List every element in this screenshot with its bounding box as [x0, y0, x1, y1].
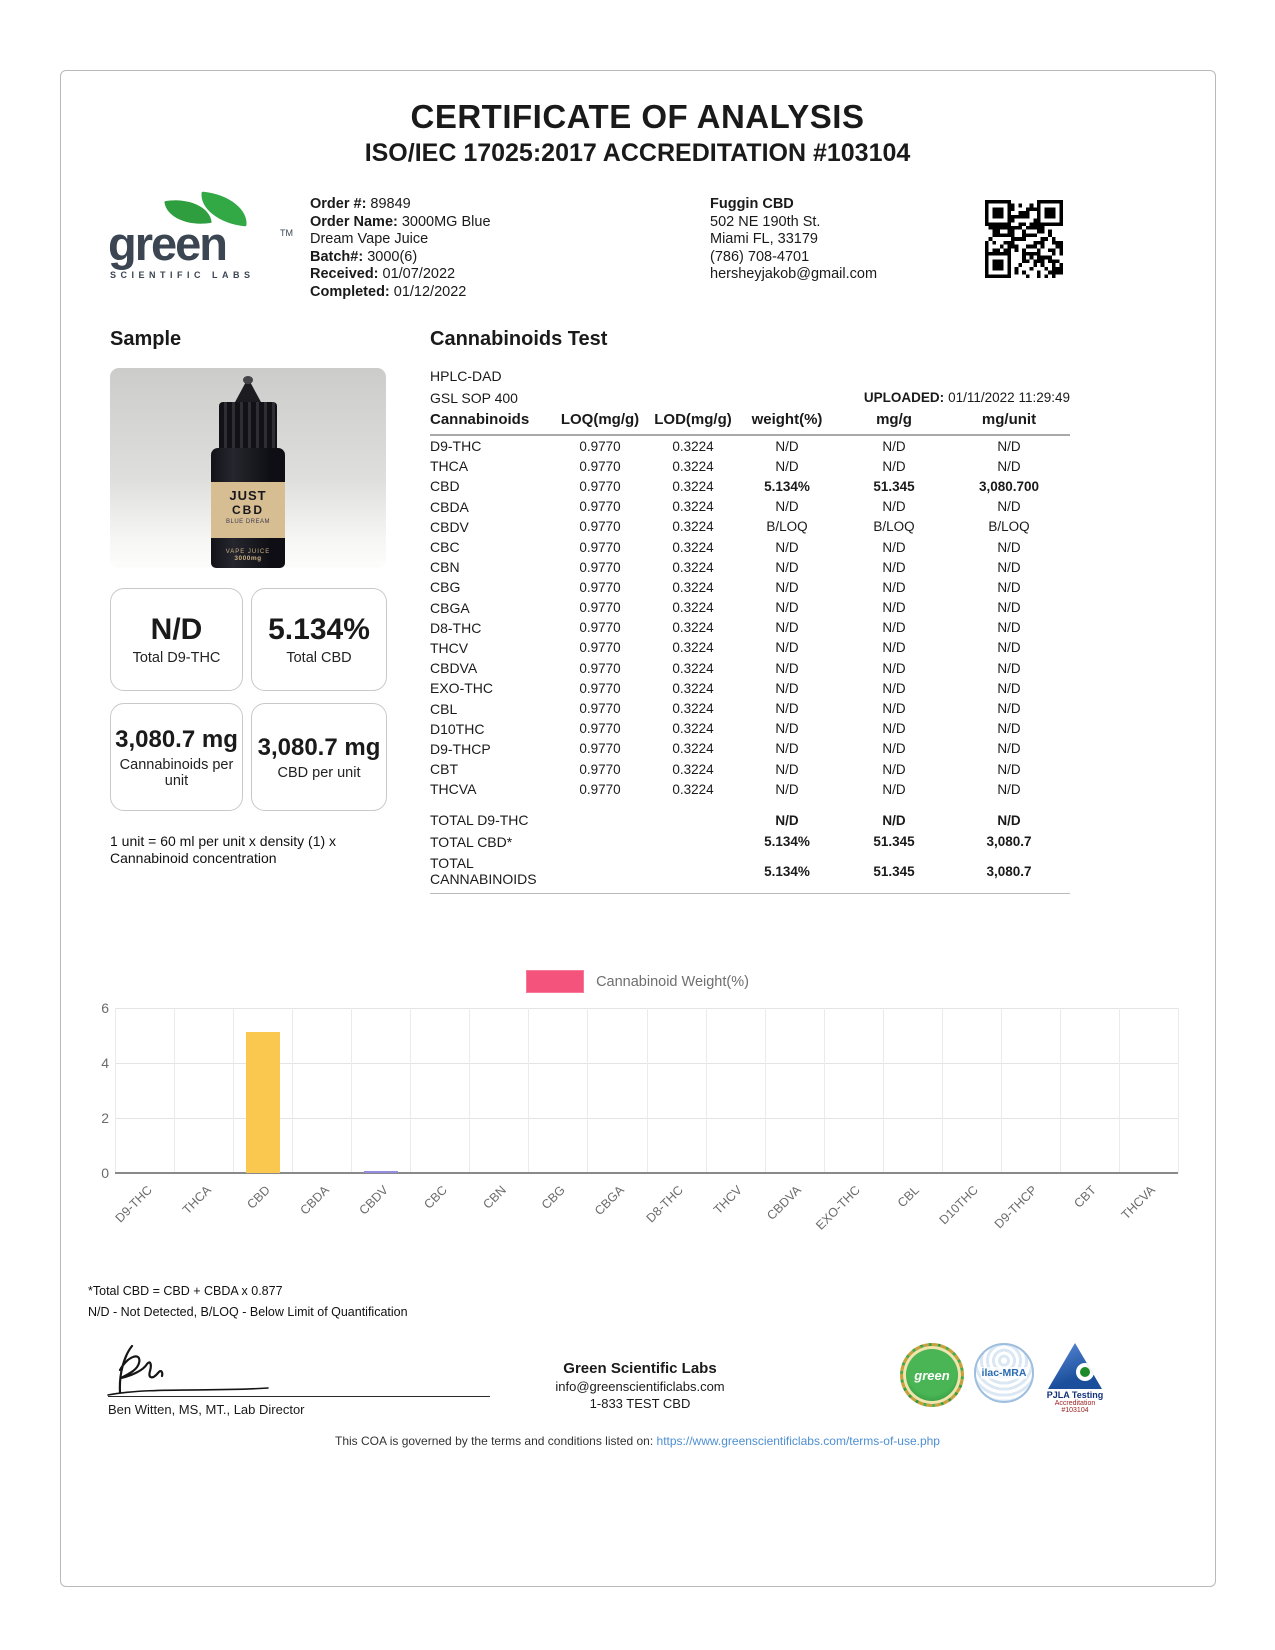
- client-email: hersheyjakob@gmail.com: [710, 266, 878, 282]
- table-row: [430, 638, 1070, 658]
- cell-lod: 0.3224: [672, 741, 714, 757]
- certificate-title: CERTIFICATE OF ANALYSIS: [410, 98, 865, 135]
- stat-label: Cannabinoids per unit: [119, 756, 234, 789]
- cell-weight: N/D: [775, 721, 799, 737]
- stat-value: 3,080.7 mg: [115, 725, 238, 753]
- x-axis-label: CBN: [480, 1183, 509, 1212]
- terms-text: This COA is governed by the terms and conditions listed on:: [335, 1434, 654, 1448]
- total-row: [430, 853, 1070, 894]
- batch-value: 3000(6): [367, 248, 418, 265]
- accreditation-badges: [900, 1343, 1130, 1414]
- total-value: 5.134%: [734, 853, 840, 894]
- cell-weight: N/D: [775, 559, 799, 575]
- gridline-vertical: [824, 1008, 825, 1173]
- cell-name: CBD: [430, 478, 460, 495]
- footnote-total-cbd: *Total CBD = CBD + CBDA x 0.877: [88, 1284, 283, 1298]
- cannabinoid-weight-chart: [85, 962, 1190, 1262]
- cell-name: CBDV: [430, 518, 469, 535]
- vape-bottle-image: [205, 378, 291, 568]
- seal-label: green: [914, 1367, 950, 1383]
- cell-weight: N/D: [775, 660, 799, 676]
- client-name: Fuggin CBD: [710, 196, 794, 212]
- x-axis-label: D10THC: [936, 1183, 982, 1228]
- table-row: [430, 739, 1070, 759]
- cell-loq: 0.9770: [579, 721, 621, 737]
- total-value: N/D: [997, 812, 1021, 828]
- gridline-vertical: [1001, 1008, 1002, 1173]
- y-axis-tick-label: 6: [101, 1000, 109, 1016]
- cell-mgunit: N/D: [997, 620, 1021, 636]
- uploaded-timestamp: [640, 390, 1070, 405]
- cell-weight: N/D: [775, 781, 799, 797]
- total-value: 3,080.7: [986, 834, 1032, 850]
- cell-lod: 0.3224: [672, 640, 714, 656]
- total-value: [548, 831, 652, 853]
- received-line: [310, 266, 515, 284]
- gridline-vertical: [233, 1008, 234, 1173]
- total-value: [652, 831, 734, 853]
- cell-mgg: N/D: [882, 761, 906, 777]
- table-row: [430, 658, 1070, 678]
- table-row: [430, 598, 1070, 618]
- client-info-block: [710, 196, 970, 284]
- batch-line: [310, 249, 515, 267]
- signature-image: [100, 1340, 300, 1402]
- green-scientific-labs-logo: [108, 196, 298, 296]
- x-axis-label: THCVA: [1119, 1183, 1159, 1223]
- column-header: mg/g: [840, 408, 948, 435]
- total-value: N/D: [882, 812, 906, 828]
- cell-loq: 0.9770: [579, 741, 621, 757]
- cell-weight: N/D: [775, 438, 799, 454]
- accreditation-subtitle: ISO/IEC 17025:2017 ACCREDITATION #103104: [364, 139, 911, 167]
- cell-name: D9-THC: [430, 438, 482, 455]
- total-value: [652, 853, 734, 894]
- received-label: Received:: [310, 266, 379, 282]
- cell-name: THCA: [430, 458, 469, 475]
- x-axis-label: CBC: [421, 1183, 450, 1212]
- total-value: 51.345: [873, 834, 915, 850]
- table-row: [430, 435, 1070, 456]
- total-value: [652, 809, 734, 831]
- batch-label: Batch#:: [310, 248, 364, 265]
- table-row: [430, 476, 1070, 496]
- cell-name: CBG: [430, 579, 461, 596]
- pjla-badge-icon: [1044, 1343, 1106, 1414]
- cell-lod: 0.3224: [672, 478, 714, 494]
- stat-value: 3,080.7 mg: [257, 733, 381, 761]
- cell-weight: N/D: [775, 499, 799, 515]
- cell-lod: 0.3224: [672, 781, 714, 797]
- cell-weight: N/D: [775, 458, 799, 474]
- total-value: [548, 853, 652, 894]
- completed-value: 01/12/2022: [393, 283, 467, 300]
- cell-mgg: N/D: [882, 458, 906, 474]
- cell-lod: 0.3224: [672, 539, 714, 555]
- y-axis-tick-label: 0: [101, 1165, 109, 1181]
- logo-wordmark: green: [108, 217, 226, 270]
- y-axis-tick-label: 2: [101, 1110, 109, 1126]
- spacer-row: [430, 799, 1070, 809]
- order-number-line: [310, 196, 515, 214]
- cell-lod: 0.3224: [672, 680, 714, 696]
- bottle-label: [211, 482, 285, 538]
- table-row: [430, 618, 1070, 638]
- total-value: 3,080.7: [948, 853, 1070, 894]
- x-axis-label: CBL: [895, 1183, 923, 1211]
- cell-lod: 0.3224: [672, 579, 714, 595]
- cell-weight: N/D: [775, 741, 799, 757]
- gridline-vertical: [1119, 1008, 1120, 1173]
- table-row: [430, 497, 1070, 517]
- table-row: [430, 577, 1070, 597]
- cell-mgunit: N/D: [997, 438, 1021, 454]
- stat-cannabinoids-per-unit: [110, 703, 243, 811]
- table-row: [430, 759, 1070, 779]
- x-axis-label: THCA: [179, 1183, 214, 1217]
- cell-loq: 0.9770: [579, 458, 621, 474]
- cell-weight: N/D: [775, 701, 799, 717]
- cell-name: THCVA: [430, 781, 477, 798]
- qr-code: [985, 200, 1063, 278]
- trademark-symbol: TM: [280, 228, 293, 238]
- gridline-vertical: [647, 1008, 648, 1173]
- table-row: [430, 779, 1070, 799]
- bottle-brand-line2: CBD: [232, 503, 264, 517]
- stat-label: Total CBD: [286, 650, 352, 666]
- cell-loq: 0.9770: [579, 559, 621, 575]
- cell-weight: 5.134%: [764, 478, 810, 494]
- x-axis-label: EXO-THC: [813, 1183, 864, 1233]
- cell-mgg: N/D: [882, 680, 906, 696]
- column-header: LOQ(mg/g): [548, 408, 652, 435]
- gridline-vertical: [587, 1008, 588, 1173]
- total-name: TOTAL D9-THC: [430, 812, 529, 829]
- cell-mgg: N/D: [882, 721, 906, 737]
- cell-loq: 0.9770: [579, 438, 621, 454]
- cell-name: CBC: [430, 539, 460, 556]
- cell-weight: N/D: [775, 620, 799, 636]
- x-axis-label: D9-THCP: [992, 1183, 1041, 1232]
- bottle-type: VAPE JUICE: [225, 549, 271, 555]
- bottle-strength: 3000mg: [234, 555, 262, 562]
- cell-weight: N/D: [775, 761, 799, 777]
- cell-mgunit: N/D: [997, 741, 1021, 757]
- client-address-line1: 502 NE 190th St.: [710, 213, 821, 230]
- gridline-vertical: [174, 1008, 175, 1173]
- cell-lod: 0.3224: [672, 600, 714, 616]
- column-header: weight(%): [734, 408, 840, 435]
- total-value: 51.345: [840, 853, 948, 894]
- x-axis-label: CBDVA: [764, 1183, 805, 1223]
- ilac-mra-badge-icon: [974, 1343, 1034, 1403]
- order-number-label: Order #:: [310, 196, 367, 212]
- lab-phone: 1-833 TEST CBD: [589, 1396, 691, 1411]
- cell-mgunit: N/D: [997, 458, 1021, 474]
- product-photo: [110, 368, 386, 568]
- gridline-vertical: [410, 1008, 411, 1173]
- cell-mgunit: N/D: [997, 660, 1021, 676]
- cell-weight: N/D: [775, 640, 799, 656]
- cell-mgunit: N/D: [997, 640, 1021, 656]
- stat-total-d9-thc: [110, 588, 243, 691]
- cell-lod: 0.3224: [672, 761, 714, 777]
- cell-mgg: N/D: [882, 620, 906, 636]
- stat-total-cbd: [251, 588, 387, 691]
- column-header: Cannabinoids: [430, 408, 548, 435]
- cell-mgg: N/D: [882, 640, 906, 656]
- cell-mgunit: N/D: [997, 680, 1021, 696]
- total-name: TOTAL CANNABINOIDS: [430, 853, 548, 894]
- total-row: [430, 831, 1070, 853]
- stat-label: Total D9-THC: [132, 650, 221, 666]
- cell-lod: 0.3224: [672, 519, 714, 535]
- cell-mgg: B/LOQ: [873, 519, 915, 535]
- cell-name: CBGA: [430, 599, 470, 616]
- completed-line: [310, 284, 515, 302]
- lab-email: info@greenscientificlabs.com: [555, 1379, 725, 1394]
- cell-mgunit: B/LOQ: [988, 519, 1030, 535]
- cell-loq: 0.9770: [579, 539, 621, 555]
- chart-plot-area: [101, 1000, 1178, 1233]
- total-value: 5.134%: [764, 834, 810, 850]
- footnote-abbreviations: N/D - Not Detected, B/LOQ - Below Limit of Quantification: [88, 1305, 408, 1319]
- cell-lod: 0.3224: [672, 458, 714, 474]
- cell-loq: 0.9770: [579, 519, 621, 535]
- signature-line: [108, 1396, 490, 1397]
- cell-name: THCV: [430, 639, 469, 656]
- client-address-line2: Miami FL, 33179: [710, 231, 818, 247]
- cell-mgunit: N/D: [997, 600, 1021, 616]
- cell-name: EXO-THC: [430, 680, 493, 697]
- total-name: TOTAL CBD*: [430, 833, 513, 850]
- gridline-vertical: [1178, 1008, 1179, 1173]
- cell-mgunit: N/D: [997, 579, 1021, 595]
- cell-lod: 0.3224: [672, 620, 714, 636]
- atom-icon: [1076, 1363, 1094, 1381]
- cell-loq: 0.9770: [579, 701, 621, 717]
- cell-mgg: N/D: [882, 579, 906, 595]
- cell-lod: 0.3224: [672, 721, 714, 737]
- cell-lod: 0.3224: [672, 660, 714, 676]
- cell-weight: N/D: [775, 600, 799, 616]
- cell-mgg: N/D: [882, 499, 906, 515]
- cell-name: CBDVA: [430, 660, 478, 677]
- legend-color-swatch: [526, 970, 584, 993]
- unit-definition-note: 1 unit = 60 ml per unit x density (1) x Cannabinoid concentration: [110, 833, 337, 866]
- chart-legend: [85, 970, 1190, 993]
- cell-loq: 0.9770: [579, 640, 621, 656]
- cell-mgg: N/D: [882, 781, 906, 797]
- cell-mgunit: N/D: [997, 499, 1021, 515]
- cell-loq: 0.9770: [579, 478, 621, 494]
- lab-director-name: Ben Witten, MS, MT., Lab Director: [108, 1402, 305, 1417]
- test-method: HPLC-DAD: [430, 368, 502, 384]
- x-axis-label: CBDV: [356, 1183, 391, 1218]
- cell-mgunit: N/D: [997, 761, 1021, 777]
- gridline-vertical: [115, 1008, 116, 1173]
- terms-line: [0, 1434, 1275, 1448]
- x-axis-label: CBT: [1071, 1183, 1100, 1211]
- gridline-vertical: [351, 1008, 352, 1173]
- total-value: [548, 809, 652, 831]
- cannabinoids-table: [430, 408, 1070, 894]
- cell-lod: 0.3224: [672, 701, 714, 717]
- cell-lod: 0.3224: [672, 438, 714, 454]
- ilac-label: ilac-MRA: [981, 1367, 1027, 1379]
- cannabinoids-test-heading: Cannabinoids Test: [430, 328, 608, 350]
- gridline-vertical: [942, 1008, 943, 1173]
- cell-mgunit: 3,080.700: [978, 478, 1040, 494]
- y-axis-tick-label: 4: [101, 1055, 109, 1071]
- cell-loq: 0.9770: [579, 620, 621, 636]
- gridline-vertical: [469, 1008, 470, 1173]
- table-row: [430, 517, 1070, 537]
- x-axis-label: THCV: [711, 1183, 745, 1217]
- stat-value: N/D: [150, 613, 203, 646]
- x-axis-label: CBG: [538, 1183, 568, 1213]
- cell-name: CBDA: [430, 498, 469, 515]
- cell-mgunit: N/D: [997, 539, 1021, 555]
- uploaded-label: UPLOADED:: [863, 390, 945, 405]
- x-axis-label: CBD: [243, 1183, 273, 1212]
- cell-lod: 0.3224: [672, 559, 714, 575]
- cell-lod: 0.3224: [672, 499, 714, 515]
- client-phone: (786) 708-4701: [710, 248, 810, 265]
- cell-loq: 0.9770: [579, 499, 621, 515]
- cell-mgunit: N/D: [997, 701, 1021, 717]
- green-seal-badge-icon: [900, 1343, 964, 1407]
- table-header-row: [430, 408, 1070, 435]
- cell-mgg: N/D: [882, 600, 906, 616]
- logo-tagline: SCIENTIFIC LABS: [110, 270, 255, 280]
- gridline-vertical: [706, 1008, 707, 1173]
- cell-loq: 0.9770: [579, 600, 621, 616]
- cell-mgg: N/D: [882, 539, 906, 555]
- pjla-title: PJLA Testing: [1046, 1390, 1104, 1400]
- cell-mgg: 51.345: [873, 478, 915, 494]
- table-row: [430, 537, 1070, 557]
- cell-name: CBL: [430, 700, 458, 717]
- total-value: N/D: [775, 812, 799, 828]
- bottle-flavor: BLUE DREAM: [225, 519, 270, 525]
- sample-section-heading: Sample: [110, 328, 182, 350]
- order-name-label: Order Name:: [310, 213, 398, 230]
- cell-weight: N/D: [775, 539, 799, 555]
- bottle-brand-line1: JUST: [229, 488, 267, 503]
- stat-value: 5.134%: [268, 613, 370, 646]
- table-row: [430, 678, 1070, 698]
- cell-weight: N/D: [775, 579, 799, 595]
- column-header: mg/unit: [948, 408, 1070, 435]
- cell-weight: B/LOQ: [766, 519, 808, 535]
- order-name-line: [310, 214, 515, 249]
- bar-CBD: [246, 1032, 280, 1173]
- table-row: [430, 698, 1070, 718]
- cell-mgunit: N/D: [997, 559, 1021, 575]
- bar-CBDV: [364, 1171, 398, 1173]
- cell-loq: 0.9770: [579, 660, 621, 676]
- cell-name: CBN: [430, 559, 460, 576]
- cell-loq: 0.9770: [579, 761, 621, 777]
- cell-loq: 0.9770: [579, 680, 621, 696]
- order-number-value: 89849: [370, 196, 411, 212]
- cell-name: D9-THCP: [430, 740, 491, 757]
- cell-mgunit: N/D: [997, 781, 1021, 797]
- cell-mgg: N/D: [882, 701, 906, 717]
- gridline-vertical: [528, 1008, 529, 1173]
- stat-label: CBD per unit: [277, 764, 361, 781]
- cell-name: CBT: [430, 761, 458, 778]
- lab-name: Green Scientific Labs: [563, 1360, 717, 1377]
- cell-mgg: N/D: [882, 438, 906, 454]
- table-row: [430, 719, 1070, 739]
- test-sop: GSL SOP 400: [430, 390, 518, 406]
- order-info-block: [310, 196, 515, 301]
- stat-cbd-per-unit: [251, 703, 387, 811]
- cell-mgg: N/D: [882, 559, 906, 575]
- cell-name: D8-THC: [430, 619, 482, 636]
- legend-label: Cannabinoid Weight(%): [596, 973, 749, 990]
- gridline-vertical: [1060, 1008, 1061, 1173]
- total-row: [430, 809, 1070, 831]
- cell-loq: 0.9770: [579, 579, 621, 595]
- cell-mgg: N/D: [882, 741, 906, 757]
- x-axis-label: CBDA: [297, 1183, 332, 1218]
- cell-mgunit: N/D: [997, 721, 1021, 737]
- x-axis-label: D9-THC: [112, 1183, 155, 1226]
- column-header: LOD(mg/g): [652, 408, 734, 435]
- completed-label: Completed:: [310, 283, 390, 300]
- gridline-vertical: [883, 1008, 884, 1173]
- cell-weight: N/D: [775, 680, 799, 696]
- terms-link[interactable]: https://www.greenscientificlabs.com/terms-of-use.php: [656, 1434, 940, 1448]
- table-row: [430, 557, 1070, 577]
- received-value: 01/07/2022: [382, 266, 456, 282]
- x-axis-label: D8-THC: [643, 1183, 686, 1226]
- gridline-vertical: [765, 1008, 766, 1173]
- gridline-vertical: [292, 1008, 293, 1173]
- pjla-accreditation: Accreditation #103104: [1054, 1400, 1096, 1414]
- order-name-value: 3000MG Blue Dream Vape Juice: [310, 213, 491, 247]
- bottle-body: [211, 448, 285, 568]
- lab-contact-block: [440, 1360, 840, 1411]
- table-row: [430, 456, 1070, 476]
- cell-mgg: N/D: [882, 660, 906, 676]
- cell-loq: 0.9770: [579, 781, 621, 797]
- cell-name: D10THC: [430, 720, 485, 737]
- uploaded-value: 01/11/2022 11:29:49: [948, 390, 1070, 405]
- bottle-cap: [219, 402, 277, 450]
- x-axis-label: CBGA: [591, 1183, 627, 1218]
